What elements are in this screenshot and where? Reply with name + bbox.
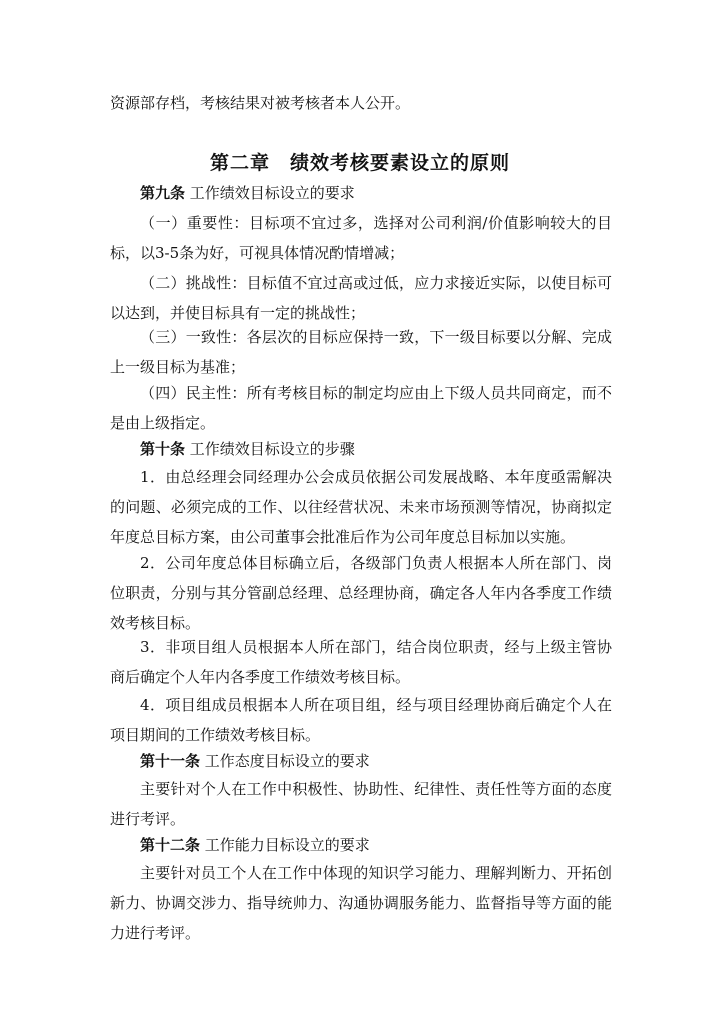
list-item: 1．由总经理会同经理办公会成员依据公司发展战略、本年度亟需解决的问题、必须完成的工作、以往经营状况、未来市场预测等情况，协商拟定年度总目标方案，由公司董事会批准后作为公司年度总目标加以实施。: [110, 468, 612, 546]
article-heading: [110, 178, 612, 208]
article-number: 第十一条: [140, 752, 201, 770]
chapter-title: 第二章 绩效考核要素设立的原则: [209, 152, 510, 174]
list-item: （一）重要性：目标项不宜过多，选择对公司利润/价值影响较大的目标，以3-5条为好，可视具体情况酌情增减；: [110, 214, 612, 262]
list-item: （二）挑战性：目标值不宜过高或过低，应力求接近实际，以使目标可以达到，并使目标具有一定的挑战性；: [110, 274, 612, 322]
article-title: 工作态度目标设立的要求: [200, 752, 370, 770]
lead-paragraph: 资源部存档，考核结果对被考核者本人公开。: [110, 94, 411, 112]
article-heading: [110, 746, 612, 776]
article-title: 工作能力目标设立的要求: [200, 836, 370, 854]
body-paragraph: 主要针对个人在工作中积极性、协助性、纪律性、责任性等方面的态度进行考评。: [110, 780, 612, 828]
article-heading: [110, 830, 612, 860]
list-item: （三）一致性：各层次的目标应保持一致，下一级目标要以分解、完成上一级目标为基准；: [110, 328, 612, 376]
article-number: 第十条: [140, 440, 186, 458]
body-paragraph: 主要针对员工个人在工作中体现的知识学习能力、理解判断力、开拓创新力、协调交涉力、指导统帅力、沟通协调服务能力、监督指导等方面的能力进行考评。: [110, 864, 612, 942]
list-item: （四）民主性：所有考核目标的制定均应由上下级人员共同商定，而不是由上级指定。: [110, 384, 612, 432]
article-number: 第十二条: [140, 836, 201, 854]
article-title: 工作绩效目标设立的要求: [185, 184, 355, 202]
article-title: 工作绩效目标设立的步骤: [185, 440, 355, 458]
list-item: 2．公司年度总体目标确立后，各级部门负责人根据本人所在部门、岗位职责，分别与其分管副总经理、总经理协商，确定各人年内各季度工作绩效考核目标。: [110, 554, 612, 632]
article-number: 第九条: [140, 184, 186, 202]
list-item: 4．项目组成员根据本人所在项目组，经与项目经理协商后确定个人在项目期间的工作绩效考核目标。: [110, 696, 612, 744]
article-heading: [110, 434, 612, 464]
list-item: 3．非项目组人员根据本人所在部门，结合岗位职责，经与上级主管协商后确定个人年内各季度工作绩效考核目标。: [110, 638, 612, 686]
